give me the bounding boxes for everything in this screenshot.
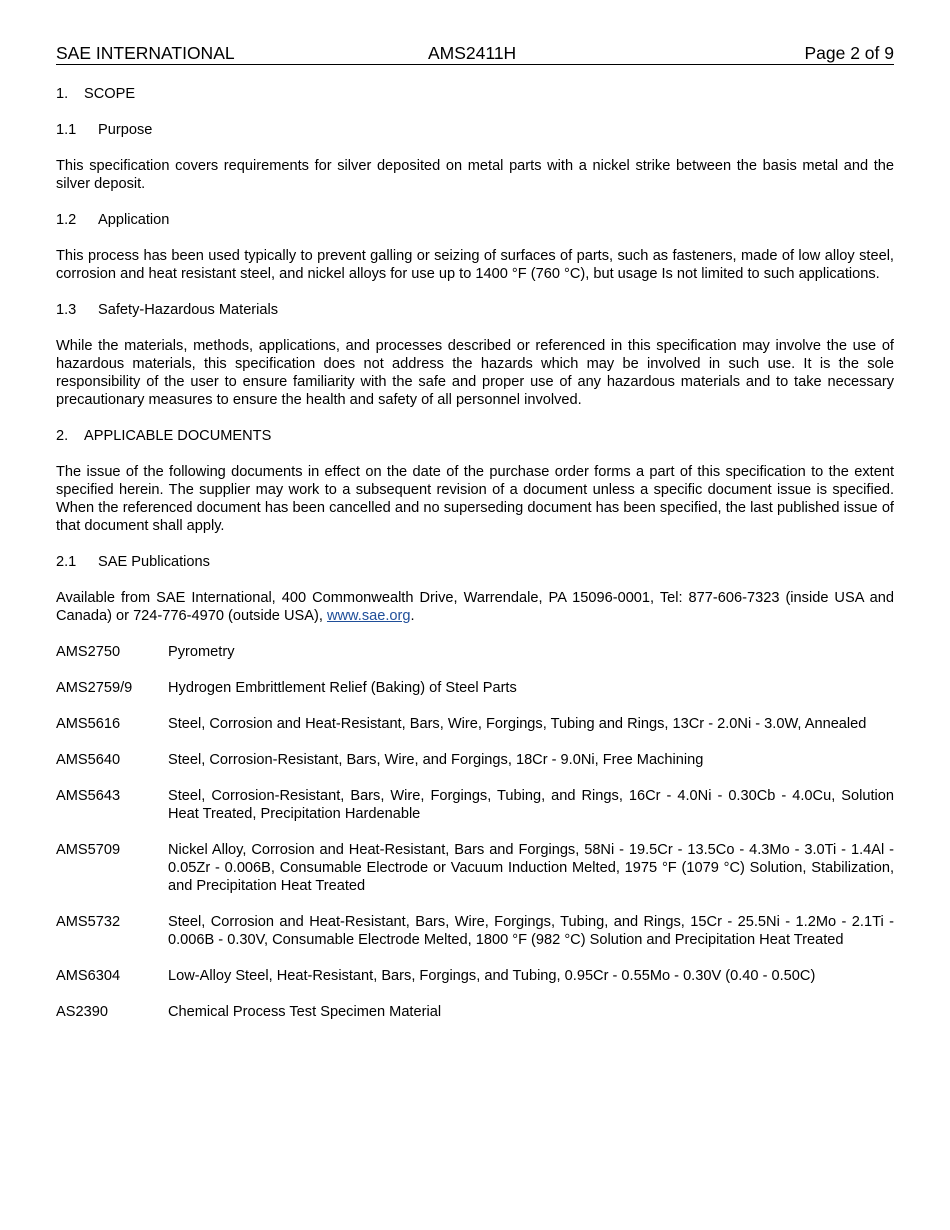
page-header bbox=[56, 43, 894, 65]
reference-title: Low-Alloy Steel, Heat-Resistant, Bars, Forgings, and Tubing, 0.95Cr - 0.55Mo - 0.30V (0.40 - 0.50C) bbox=[168, 968, 816, 984]
document-page bbox=[56, 0, 894, 1039]
reference-title: Steel, Corrosion and Heat-Resistant, Bars, Wire, Forgings, Tubing and Rings, 13Cr - 2.0Ni - 3.0W, Annealed bbox=[168, 716, 867, 732]
section-1-2-heading bbox=[56, 211, 894, 229]
reference-code: AMS5640 bbox=[56, 752, 121, 768]
reference-title: Pyrometry bbox=[168, 644, 235, 660]
section-number: 2.1 bbox=[56, 554, 77, 570]
reference-item bbox=[56, 967, 894, 985]
section-2-1-heading bbox=[56, 553, 894, 571]
section-1-1-heading bbox=[56, 121, 894, 139]
section-title: APPLICABLE DOCUMENTS bbox=[84, 428, 272, 444]
header-page-number: Page 2 of 9 bbox=[804, 43, 894, 63]
reference-title: Hydrogen Embrittlement Relief (Baking) of Steel Parts bbox=[168, 680, 517, 696]
section-1-3-text: While the materials, methods, applications, and processes described or referenced in this specification may involve the use of hazardous materials, this specification does not address the hazards which may be involved in such use. It is the sole responsibility of the user to ensure familiarity with the safe and proper use of any hazardous materials and to take necessary precautionary measures to ensure the health and safety of all personnel involved. bbox=[56, 338, 894, 408]
section-2-heading bbox=[56, 427, 894, 445]
reference-code: AMS5643 bbox=[56, 788, 121, 804]
reference-code: AMS6304 bbox=[56, 968, 121, 984]
section-1-1-text: This specification covers requirements for silver deposited on metal parts with a nickel strike between the basis metal and the silver deposit. bbox=[56, 158, 894, 192]
reference-code: AS2390 bbox=[56, 1004, 108, 1020]
section-title: SAE Publications bbox=[98, 554, 210, 570]
section-2-1-period: . bbox=[410, 608, 415, 624]
section-title: Application bbox=[98, 212, 170, 228]
section-number: 1.2 bbox=[56, 212, 77, 228]
reference-title: Steel, Corrosion-Resistant, Bars, Wire, and Forgings, 18Cr - 9.0Ni, Free Machining bbox=[168, 752, 704, 768]
section-1-heading bbox=[56, 85, 894, 103]
section-1-3-heading bbox=[56, 301, 894, 319]
header-document-number: AMS2411H bbox=[428, 43, 517, 63]
reference-item bbox=[56, 643, 894, 661]
section-number: 1. bbox=[56, 86, 69, 102]
section-2-1-body: Available from SAE International, 400 Commonwealth Drive, Warrendale, PA 15096-0001, Tel: 877-606-7323 (inside USA and Canada) or 724-776-4970 (outside USA), bbox=[56, 590, 894, 624]
section-title: SCOPE bbox=[84, 86, 136, 102]
reference-item bbox=[56, 913, 894, 949]
reference-code: AMS2750 bbox=[56, 644, 121, 660]
section-number: 2. bbox=[56, 428, 69, 444]
reference-title: Steel, Corrosion and Heat-Resistant, Bars, Wire, Forgings, Tubing, and Rings, 15Cr - 25.5Ni - 1.2Mo - 2.1Ti - 0.006B - 0.30V, Consumable Electrode Melted, 1800 °F (982 °C) Solution and Precipitation Heat Treated bbox=[168, 914, 894, 948]
header-organization: SAE INTERNATIONAL bbox=[56, 43, 235, 63]
reference-item bbox=[56, 751, 894, 769]
reference-list bbox=[56, 643, 894, 1021]
reference-code: AMS5616 bbox=[56, 716, 121, 732]
reference-code: AMS5732 bbox=[56, 914, 121, 930]
section-1-2-text: This process has been used typically to prevent galling or seizing of surfaces of parts, such as fasteners, made of low alloy steel, corrosion and heat resistant steel, and nickel alloys for use up to 1400 °F (760 °C), but usage Is not limited to such applications. bbox=[56, 248, 894, 282]
sae-website-link[interactable]: www.sae.org bbox=[326, 608, 411, 624]
section-2-1-text bbox=[56, 589, 894, 625]
reference-item bbox=[56, 715, 894, 733]
reference-item bbox=[56, 841, 894, 895]
reference-title: Chemical Process Test Specimen Material bbox=[168, 1004, 442, 1020]
section-2-text: The issue of the following documents in effect on the date of the purchase order forms a part of this specification to the extent specified herein. The supplier may work to a subsequent revision of a document unless a specific document issue is specified. When the referenced document has been cancelled and no superseding document has been specified, the last published issue of that document shall apply. bbox=[56, 464, 894, 534]
reference-item bbox=[56, 679, 894, 697]
section-number: 1.1 bbox=[56, 122, 77, 138]
reference-code: AMS5709 bbox=[56, 842, 121, 858]
section-title: Safety-Hazardous Materials bbox=[98, 302, 279, 318]
reference-code: AMS2759/9 bbox=[56, 680, 133, 696]
section-title: Purpose bbox=[98, 122, 153, 138]
reference-title: Nickel Alloy, Corrosion and Heat-Resistant, Bars and Forgings, 58Ni - 19.5Cr - 13.5Co - 4.3Mo - 3.0Ti - 1.4Al - 0.05Zr - 0.006B, Consumable Electrode or Vacuum Induction Melted, 1975 °F (1079 °C) Solution, Stabilization, and Precipitation Heat Treated bbox=[168, 842, 894, 894]
reference-item bbox=[56, 787, 894, 823]
reference-item bbox=[56, 1003, 894, 1021]
reference-title: Steel, Corrosion-Resistant, Bars, Wire, Forgings, Tubing, and Rings, 16Cr - 4.0Ni - 0.30Cb - 4.0Cu, Solution Heat Treated, Precipitation Hardenable bbox=[168, 788, 894, 822]
section-number: 1.3 bbox=[56, 302, 77, 318]
